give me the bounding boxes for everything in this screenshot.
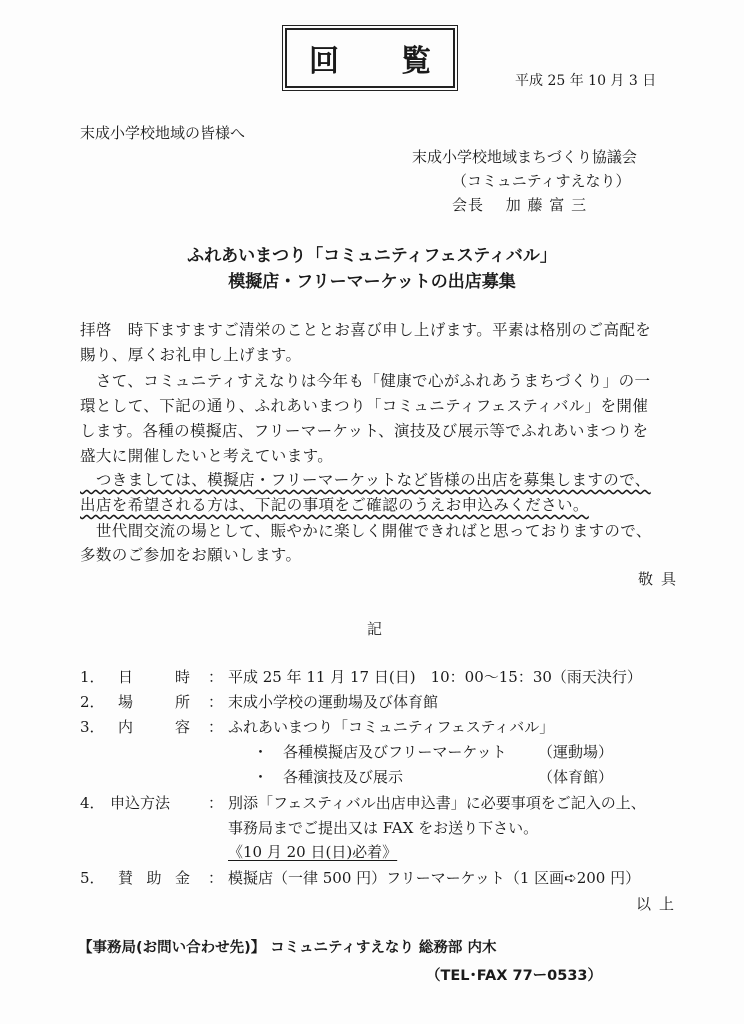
body-line: 盛大に開催したいと考えています。: [80, 447, 334, 465]
apply-deadline: 《10 月 20 日(日)必着》: [228, 843, 398, 861]
bullet-venue: （体育館）: [538, 768, 614, 786]
closing-ijou: 以上: [636, 895, 683, 913]
contact-office: 【事務局(お問い合わせ先)】 コミュニティすえなり 総務部 内木: [78, 940, 497, 956]
label-char: 容: [174, 718, 190, 736]
item-value-datetime: 平成 25 年 11 月 17 日(日) 10：00～15：30（雨天決行）: [228, 668, 642, 686]
label-char: 助: [146, 869, 162, 887]
label-char: 場: [118, 693, 134, 711]
body-line: 環として、下記の通り、ふれあいまつり「コミュニティフェスティバル」を開催: [80, 397, 649, 415]
document-title-line2: 模擬店・フリーマーケットの出店募集: [228, 272, 516, 292]
label-char: 内: [118, 718, 134, 736]
contact-tel-fax: （TEL･FAX 77ー0533）: [426, 968, 603, 984]
sender-org-alias: （コミュニティすえなり）: [452, 172, 631, 190]
body-line-underlined: つきましては、模擬店・フリーマーケットなど皆様の出店を募集しますので、: [80, 471, 651, 489]
item-value-fee: 模擬店（一律 500 円）フリーマーケット（1 区画➪200 円）: [228, 869, 641, 887]
kairan-char-left: 回: [309, 44, 339, 79]
item-label-place: [118, 691, 190, 712]
body-line-emphasis: [80, 493, 589, 515]
label-char: 賛: [118, 869, 134, 887]
bullet-text: 各種演技及び展示: [283, 768, 404, 786]
body-line: 拝啓 時下ますますご清栄のこととお喜び申し上げます。平素は格別のご高配を: [80, 321, 652, 339]
ki-heading: 記: [367, 620, 383, 638]
body-line: さて、コミュニティすえなりは今年も「健康で心がふれあうまちづくり」の一: [80, 372, 651, 390]
body-line: します。各種の模擬店、フリーマーケット、演技及び展示等でふれあいまつりを: [80, 422, 649, 440]
bullet-mark: ・: [253, 768, 269, 786]
item-value-place: 末成小学校の運動場及び体育館: [228, 693, 439, 711]
body-line: 多数のご参加をお願いします。: [80, 546, 302, 564]
body-line-emphasis: [80, 468, 651, 490]
label-char: 時: [174, 668, 190, 686]
sender-chair: 会長 加 藤 富 三: [452, 196, 588, 214]
item-number: 2．: [80, 693, 105, 711]
item-value-apply-line: 事務局までご提出又は FAX をお送り下さい。: [228, 819, 539, 837]
issue-date: 平成 25 年 10 月 3 日: [515, 73, 657, 89]
label-char: 所: [174, 693, 190, 711]
bullet-venue: （運動場）: [538, 743, 614, 761]
kairan-char-right: 覧: [401, 44, 431, 79]
label-char: 金: [174, 869, 190, 887]
bullet-mark: ・: [253, 743, 269, 761]
item-colon: ：: [208, 668, 224, 686]
addressee: 末成小学校地域の皆様へ: [80, 124, 246, 142]
document-title-line1: ふれあいまつり「コミュニティフェスティバル」: [187, 246, 557, 266]
item-label-datetime: [118, 666, 190, 687]
body-line: 賜り、厚くお礼申し上げます。: [80, 346, 302, 364]
item-colon: ：: [208, 794, 224, 812]
item-label-apply: 申込方法: [110, 794, 171, 812]
kairan-stamp-box: [285, 28, 455, 88]
item-colon: ：: [208, 693, 224, 711]
item-number: 4．: [80, 794, 105, 812]
body-line-underlined: 出店を希望される方は、下記の事項をご確認のうえお申込みください。: [80, 496, 589, 514]
label-char: 日: [118, 668, 134, 686]
item-colon: ：: [208, 869, 224, 887]
item-number: 1．: [80, 668, 105, 686]
item-colon: ：: [208, 718, 224, 736]
body-line: 世代間交流の場として、賑やかに楽しく開催できればと思っておりますので、: [80, 522, 652, 540]
item-label-content: [118, 716, 190, 737]
item-value-apply-line: 別添「フェスティバル出店申込書」に必要事項をご記入の上、: [228, 794, 646, 812]
closing-keigu: 敬具: [638, 570, 685, 588]
item-number: 3．: [80, 718, 105, 736]
sender-org: 末成小学校地域まちづくり協議会: [412, 148, 637, 166]
bullet-text: 各種模擬店及びフリーマーケット: [283, 743, 507, 761]
item-label-fee: [118, 867, 190, 888]
item-number: 5．: [80, 869, 105, 887]
item-value-content: ふれあいまつり「コミュニティフェスティバル」: [228, 718, 555, 736]
